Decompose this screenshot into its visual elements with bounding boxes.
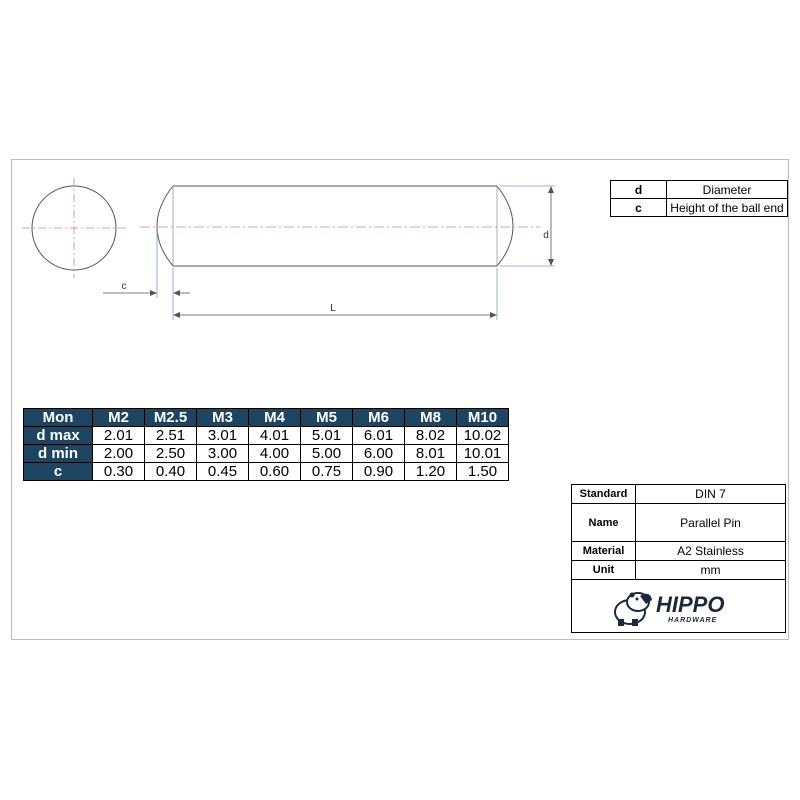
logo-sub: HARDWARE (668, 617, 718, 624)
spec-row-name (572, 504, 786, 542)
spec-standard-value: DIN 7 (636, 485, 786, 504)
size-header: M2 (93, 409, 145, 427)
table-cell: 10.02 (457, 427, 509, 445)
spec-name-value: Parallel Pin (636, 504, 786, 542)
spec-material-value: A2 Stainless (636, 542, 786, 561)
row-label: d min (24, 445, 93, 463)
table-row (24, 427, 509, 445)
legend-key: c (611, 199, 667, 217)
size-header: M3 (197, 409, 249, 427)
dimensions-header-row (24, 409, 509, 427)
size-header: M8 (405, 409, 457, 427)
table-cell: 0.75 (301, 463, 353, 481)
size-header: M4 (249, 409, 301, 427)
logo-cell (572, 580, 786, 633)
table-cell: 8.02 (405, 427, 457, 445)
spec-unit-label: Unit (572, 561, 636, 580)
dimension-d (500, 186, 555, 266)
table-cell: 0.40 (145, 463, 197, 481)
spec-material-label: Material (572, 542, 636, 561)
spec-standard-label: Standard (572, 485, 636, 504)
legend-value: Diameter (667, 181, 788, 199)
table-cell: 8.01 (405, 445, 457, 463)
spec-row-standard (572, 485, 786, 504)
table-cell: 3.00 (197, 445, 249, 463)
table-cell: 1.50 (457, 463, 509, 481)
dimension-l-label: L (330, 303, 336, 314)
dimension-d-label: d (543, 230, 549, 241)
legend-row (611, 199, 788, 217)
spec-name-label: Name (572, 504, 636, 542)
hippo-hardware-logo (610, 586, 750, 628)
size-header: M6 (353, 409, 405, 427)
table-cell: 1.20 (405, 463, 457, 481)
row-label: d max (24, 427, 93, 445)
table-cell: 3.01 (197, 427, 249, 445)
table-cell: 0.30 (93, 463, 145, 481)
logo-brand: HIPPO (656, 592, 725, 617)
table-cell: 5.01 (301, 427, 353, 445)
table-cell: 2.01 (93, 427, 145, 445)
dimensions-table (23, 408, 509, 481)
spec-row-logo (572, 580, 786, 633)
size-header: M2.5 (145, 409, 197, 427)
table-cell: 0.90 (353, 463, 405, 481)
size-header: M5 (301, 409, 353, 427)
dimension-c-label: c (121, 281, 127, 292)
legend-value: Height of the ball end (667, 199, 788, 217)
table-cell: 0.60 (249, 463, 301, 481)
hippo-mascot-icon (615, 593, 652, 627)
table-cell: 4.00 (249, 445, 301, 463)
dimensions-header-label: Mon (24, 409, 93, 427)
spec-row-material (572, 542, 786, 561)
table-cell: 10.01 (457, 445, 509, 463)
end-view (22, 178, 126, 278)
table-cell: 6.01 (353, 427, 405, 445)
legend-key: d (611, 181, 667, 199)
table-cell: 2.51 (145, 427, 197, 445)
legend-row (611, 181, 788, 199)
side-view (140, 186, 540, 266)
legend-table (610, 180, 788, 217)
spec-table (571, 484, 786, 633)
pin-outline (157, 186, 513, 266)
table-cell: 6.00 (353, 445, 405, 463)
dimension-l (173, 268, 497, 320)
spec-unit-value: mm (636, 561, 786, 580)
spec-row-unit (572, 561, 786, 580)
table-row (24, 463, 509, 481)
table-row (24, 445, 509, 463)
table-cell: 5.00 (301, 445, 353, 463)
table-cell: 2.50 (145, 445, 197, 463)
dimension-c (103, 230, 190, 320)
table-cell: 2.00 (93, 445, 145, 463)
row-label: c (24, 463, 93, 481)
table-cell: 4.01 (249, 427, 301, 445)
size-header: M10 (457, 409, 509, 427)
table-cell: 0.45 (197, 463, 249, 481)
